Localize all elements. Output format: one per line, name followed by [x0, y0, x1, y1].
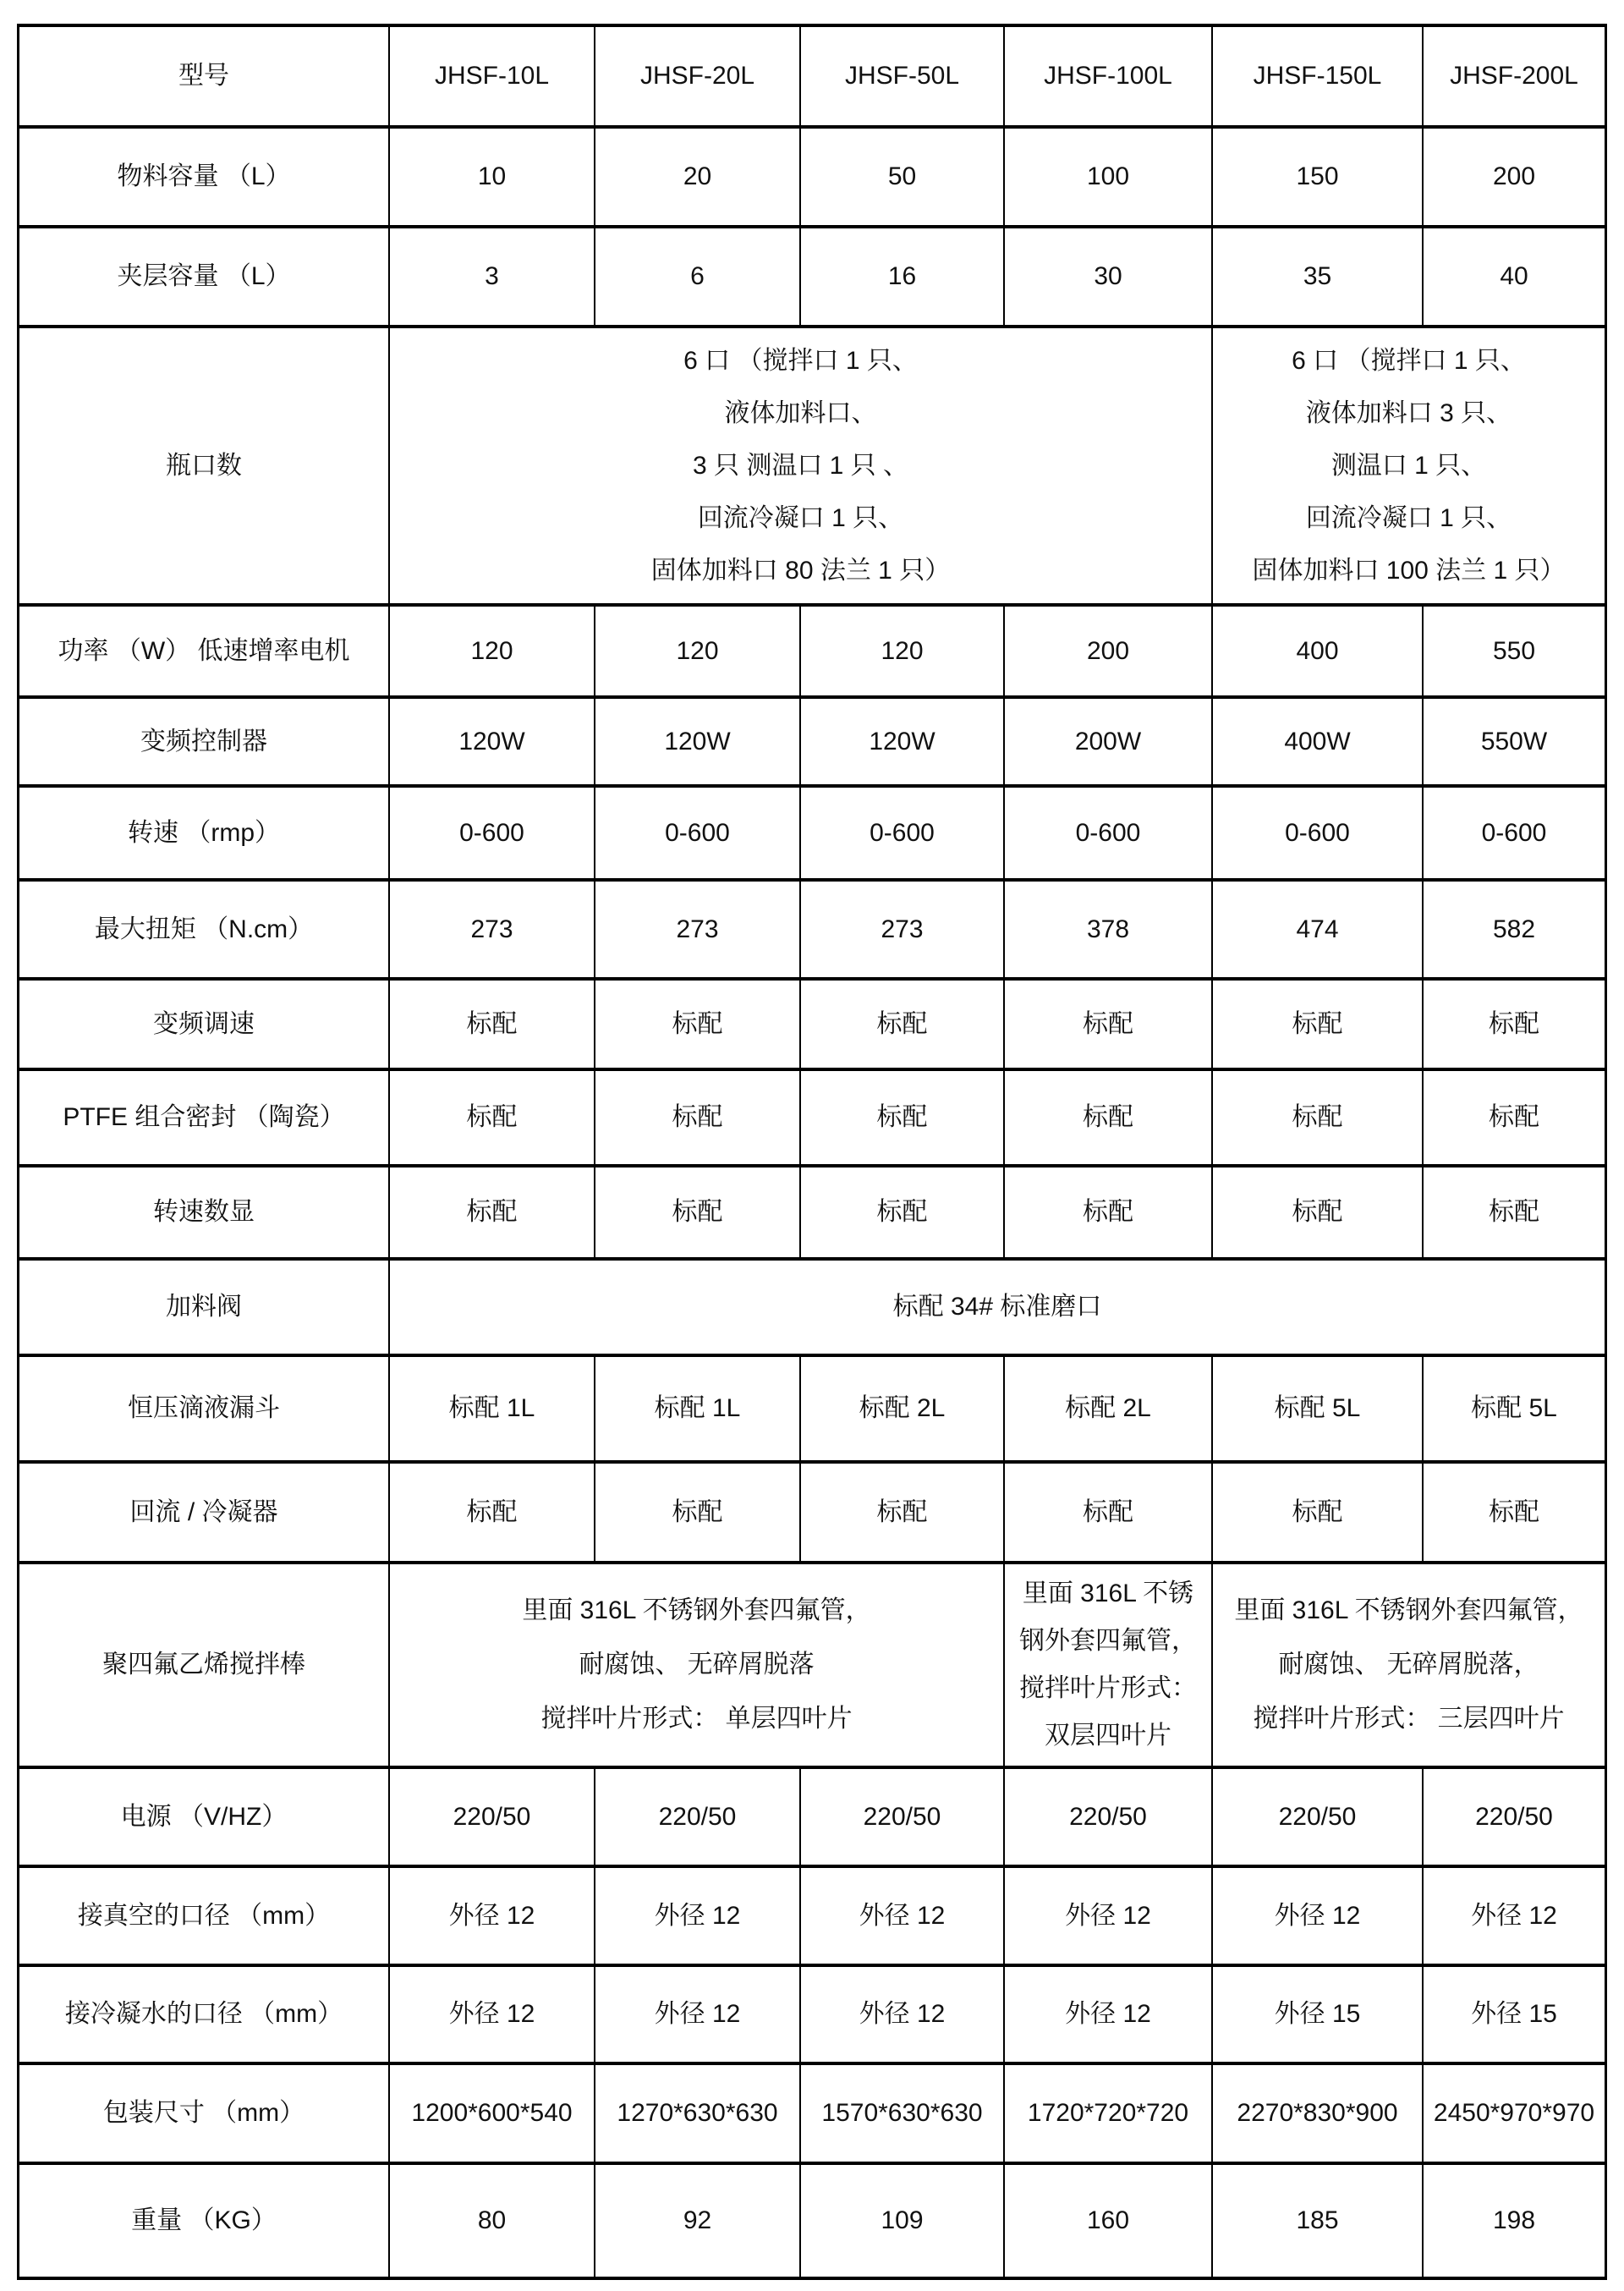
- table-row: [19, 981, 1605, 1071]
- spec-cell: 标配: [1003, 1464, 1211, 1561]
- spec-cell-merged: [388, 1564, 1003, 1766]
- spec-cell: 120W: [388, 699, 594, 784]
- spec-cell: 外径 12: [1422, 1868, 1605, 1964]
- table-row: [19, 1261, 1605, 1357]
- spec-cell: 200W: [1003, 699, 1211, 784]
- row-label: 最大扭矩 （N.cm）: [94, 915, 314, 943]
- spec-cell: 标配: [1422, 1071, 1605, 1164]
- spec-cell: 220/50: [1003, 1769, 1211, 1865]
- spec-cell: 400W: [1211, 699, 1422, 784]
- spec-cell: 120W: [799, 699, 1003, 784]
- spec-cell-merged: [1003, 1564, 1211, 1766]
- spec-cell: 标配: [1422, 981, 1605, 1068]
- row-label: 电源 （V/HZ）: [120, 1802, 288, 1831]
- cell-line: 钢外套四氟管，: [1019, 1627, 1197, 1655]
- spec-cell: 35: [1211, 228, 1422, 325]
- spec-cell: 120: [594, 607, 799, 695]
- table-row: [19, 228, 1605, 328]
- row-label: 重量 （KG）: [131, 2206, 277, 2235]
- corner-model-label: 型号: [178, 62, 229, 91]
- spec-cell: 标配: [1211, 1071, 1422, 1164]
- table-row: [19, 699, 1605, 788]
- spec-cell: 外径 12: [1211, 1868, 1422, 1964]
- spec-cell: 474: [1211, 882, 1422, 977]
- spec-cell: 2450*970*970: [1422, 2065, 1605, 2162]
- header-cell: JHSF-150L: [1211, 27, 1422, 125]
- spec-cell: 3: [388, 228, 594, 325]
- spec-cell: 220/50: [594, 1769, 799, 1865]
- spec-cell: 109: [799, 2165, 1003, 2277]
- spec-cell: 1200*600*540: [388, 2065, 594, 2162]
- cell-line: 双层四叶片: [1045, 1722, 1171, 1750]
- cell-line: 测温口 1 只、: [1330, 451, 1487, 480]
- row-label: 回流 / 冷凝器: [129, 1497, 278, 1526]
- spec-cell: 标配 2L: [799, 1357, 1003, 1460]
- cell-line: 回流冷凝口 1 只、: [1305, 503, 1512, 532]
- spec-cell: 0-600: [1211, 788, 1422, 878]
- spec-cell: 标配 5L: [1211, 1357, 1422, 1460]
- spec-cell: 标配: [799, 1071, 1003, 1164]
- spec-cell: 标配: [594, 1071, 799, 1164]
- cell-line: 耐腐蚀、 无碎屑脱落: [579, 1651, 815, 1678]
- table-row: [19, 2065, 1605, 2165]
- spec-cell: 标配: [799, 1464, 1003, 1561]
- spec-cell: 外径 12: [594, 1967, 799, 2062]
- table-row: [19, 1167, 1605, 1261]
- spec-cell: 273: [388, 882, 594, 977]
- table-row: [19, 882, 1605, 981]
- spec-cell: 378: [1003, 882, 1211, 977]
- header-cell: JHSF-100L: [1003, 27, 1211, 125]
- spec-cell: 外径 12: [1003, 1868, 1211, 1964]
- spec-cell: 92: [594, 2165, 799, 2277]
- cell-line: 里面 316L 不锈: [1022, 1580, 1194, 1607]
- spec-cell: 185: [1211, 2165, 1422, 2277]
- table-row: [19, 1071, 1605, 1167]
- cell-line: 标配 34# 标准磨口: [892, 1293, 1102, 1321]
- row-label: 瓶口数: [166, 451, 242, 480]
- cell-line: 耐腐蚀、 无碎屑脱落，: [1278, 1651, 1539, 1678]
- spec-cell: 标配: [1003, 1167, 1211, 1257]
- header-cell: JHSF-200L: [1422, 27, 1605, 125]
- spec-cell: 16: [799, 228, 1003, 325]
- spec-cell: 1270*630*630: [594, 2065, 799, 2162]
- spec-cell: 150: [1211, 129, 1422, 225]
- spec-cell-merged: [388, 1261, 1605, 1354]
- table-row: [19, 129, 1605, 228]
- spec-cell: 273: [594, 882, 799, 977]
- table-row: [19, 328, 1605, 607]
- row-label: 夹层容量 （L）: [117, 262, 291, 291]
- table-row: [19, 1868, 1605, 1967]
- spec-cell: 标配: [594, 1464, 799, 1561]
- spec-cell: 外径 12: [388, 1868, 594, 1964]
- row-label: 聚四氟乙烯搅拌棒: [102, 1651, 305, 1679]
- table-row: [19, 2165, 1605, 2277]
- cell-line: 液体加料口、: [724, 398, 877, 427]
- spec-cell: 200: [1422, 129, 1605, 225]
- spec-cell: 160: [1003, 2165, 1211, 2277]
- spec-cell: 标配: [799, 1167, 1003, 1257]
- spec-cell: 550: [1422, 607, 1605, 695]
- spec-cell: 标配: [1003, 981, 1211, 1068]
- spec-cell: 2270*830*900: [1211, 2065, 1422, 2162]
- table-row: [19, 1564, 1605, 1769]
- spec-cell: 外径 12: [1003, 1967, 1211, 2062]
- table-row: [19, 1769, 1605, 1868]
- spec-cell-merged: [1211, 1564, 1605, 1766]
- spec-cell: 120: [388, 607, 594, 695]
- spec-cell: 400: [1211, 607, 1422, 695]
- spec-cell: 80: [388, 2165, 594, 2277]
- row-label: 包装尺寸 （mm）: [102, 2099, 305, 2128]
- cell-line: 6 口 （搅拌口 1 只、: [683, 346, 918, 375]
- spec-cell: 外径 12: [799, 1967, 1003, 2062]
- cell-line: 液体加料口 3 只、: [1305, 398, 1512, 427]
- row-label: 加料阀: [166, 1293, 242, 1321]
- row-label: 恒压滴液漏斗: [128, 1394, 280, 1423]
- row-label: 转速数显: [153, 1198, 255, 1227]
- spec-cell: 标配 1L: [388, 1357, 594, 1460]
- spec-cell: 外径 15: [1422, 1967, 1605, 2062]
- spec-cell: 标配 1L: [594, 1357, 799, 1460]
- table-row: [19, 1967, 1605, 2065]
- spec-cell: 标配: [388, 981, 594, 1068]
- spec-cell: 标配 5L: [1422, 1357, 1605, 1460]
- spec-cell: 标配: [1211, 1167, 1422, 1257]
- cell-line: 固体加料口 100 法兰 1 只）: [1252, 556, 1566, 585]
- cell-line: 6 口 （搅拌口 1 只、: [1292, 346, 1526, 375]
- spec-cell: 0-600: [1003, 788, 1211, 878]
- spec-cell: 0-600: [388, 788, 594, 878]
- spec-cell: 220/50: [799, 1769, 1003, 1865]
- spec-cell: 220/50: [388, 1769, 594, 1865]
- spec-cell: 40: [1422, 228, 1605, 325]
- cell-line: 搅拌叶片形式： 单层四叶片: [540, 1705, 853, 1733]
- spec-cell: 标配: [388, 1071, 594, 1164]
- spec-cell-merged: [1211, 328, 1605, 603]
- row-label: 接真空的口径 （mm）: [77, 1901, 331, 1930]
- spec-cell: 1570*630*630: [799, 2065, 1003, 2162]
- spec-cell: 标配 2L: [1003, 1357, 1211, 1460]
- cell-line: 里面 316L 不锈钢外套四氟管，: [1234, 1596, 1583, 1624]
- row-label: PTFE 组合密封 （陶瓷）: [63, 1103, 345, 1132]
- header-cell: JHSF-10L: [388, 27, 594, 125]
- spec-table: [17, 24, 1607, 2280]
- spec-cell-merged: [388, 328, 1211, 603]
- header-cell: JHSF-50L: [799, 27, 1003, 125]
- row-label: 接冷凝水的口径 （mm）: [64, 2000, 343, 2029]
- spec-cell: 120: [799, 607, 1003, 695]
- spec-cell: 198: [1422, 2165, 1605, 2277]
- spec-cell: 0-600: [799, 788, 1003, 878]
- spec-cell: 0-600: [594, 788, 799, 878]
- spec-cell: 100: [1003, 129, 1211, 225]
- table-row: [19, 607, 1605, 699]
- cell-line: 3 只 测温口 1 只 、: [692, 451, 909, 480]
- row-label: 变频调速: [153, 1009, 255, 1038]
- row-label: 物料容量 （L）: [117, 162, 291, 191]
- spec-cell: 标配: [594, 1167, 799, 1257]
- row-label: 变频控制器: [140, 727, 267, 755]
- spec-cell: 30: [1003, 228, 1211, 325]
- table-row: [19, 1464, 1605, 1564]
- header-row: [19, 27, 1605, 129]
- table-row: [19, 1357, 1605, 1464]
- row-label: 转速 （rmp）: [128, 818, 280, 847]
- spec-cell: 1720*720*720: [1003, 2065, 1211, 2162]
- spec-cell: 外径 12: [388, 1967, 594, 2062]
- spec-cell: 0-600: [1422, 788, 1605, 878]
- spec-cell: 标配: [388, 1167, 594, 1257]
- cell-line: 搅拌叶片形式： 三层四叶片: [1253, 1705, 1565, 1733]
- spec-cell: 标配: [1003, 1071, 1211, 1164]
- row-label: 功率 （W） 低速增率电机: [58, 636, 350, 665]
- spec-cell: 550W: [1422, 699, 1605, 784]
- spec-cell: 582: [1422, 882, 1605, 977]
- cell-line: 固体加料口 80 法兰 1 只）: [650, 556, 951, 585]
- spec-cell: 200: [1003, 607, 1211, 695]
- spec-cell: 220/50: [1422, 1769, 1605, 1865]
- spec-cell: 273: [799, 882, 1003, 977]
- spec-cell: 标配: [594, 981, 799, 1068]
- spec-cell: 外径 12: [594, 1868, 799, 1964]
- spec-cell: 220/50: [1211, 1769, 1422, 1865]
- spec-cell: 标配: [1211, 981, 1422, 1068]
- spec-cell: 50: [799, 129, 1003, 225]
- spec-cell: 20: [594, 129, 799, 225]
- cell-line: 搅拌叶片形式：: [1019, 1674, 1197, 1702]
- spec-cell: 10: [388, 129, 594, 225]
- spec-cell: 标配: [1211, 1464, 1422, 1561]
- table-row: [19, 788, 1605, 882]
- spec-cell: 标配: [388, 1464, 594, 1561]
- spec-cell: 标配: [1422, 1167, 1605, 1257]
- cell-line: 里面 316L 不锈钢外套四氟管，: [522, 1596, 871, 1624]
- spec-cell: 外径 12: [799, 1868, 1003, 1964]
- header-cell: JHSF-20L: [594, 27, 799, 125]
- cell-line: 回流冷凝口 1 只、: [697, 503, 904, 532]
- spec-cell: 外径 15: [1211, 1967, 1422, 2062]
- spec-cell: 标配: [1422, 1464, 1605, 1561]
- spec-cell: 120W: [594, 699, 799, 784]
- spec-cell: 6: [594, 228, 799, 325]
- spec-cell: 标配: [799, 981, 1003, 1068]
